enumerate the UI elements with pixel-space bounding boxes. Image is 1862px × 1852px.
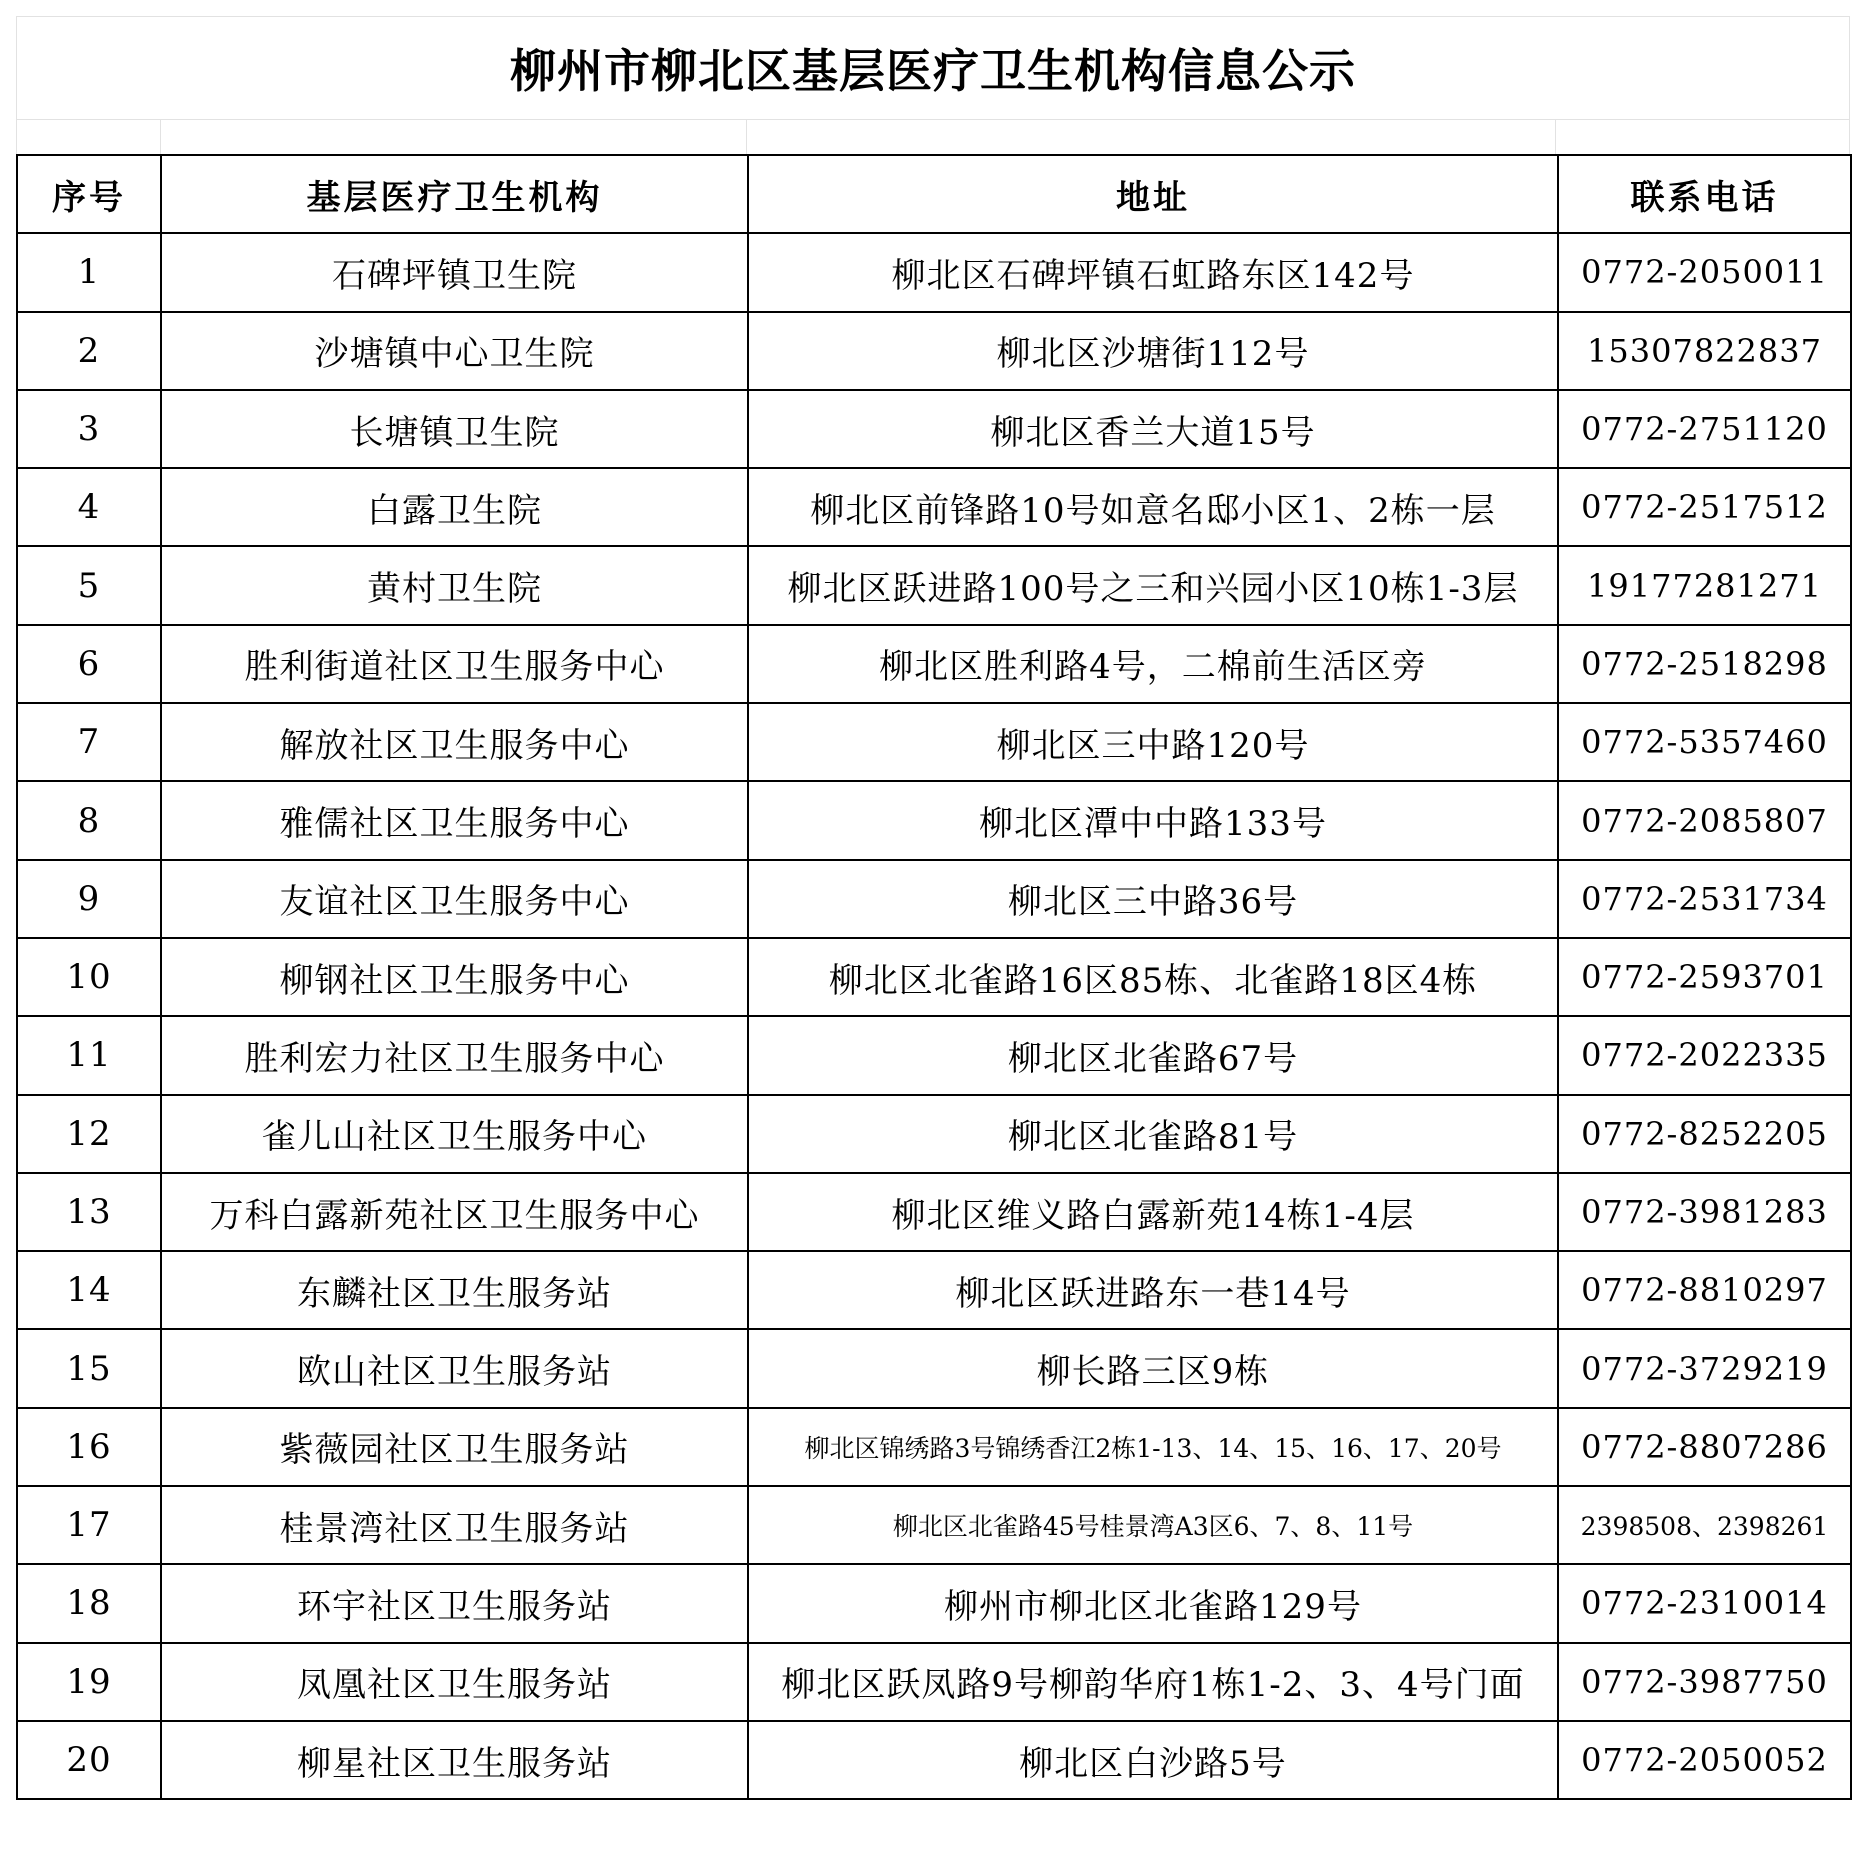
table-row <box>17 1643 1851 1721</box>
row-institution: 解放社区卫生服务中心 <box>161 703 748 781</box>
row-phone: 0772-2022335 <box>1558 1016 1851 1094</box>
row-address: 柳北区跃凤路9号柳韵华府1栋1-2、3、4号门面 <box>748 1643 1558 1721</box>
table-row <box>17 1016 1851 1094</box>
empty-row <box>16 120 1850 154</box>
row-institution: 雀儿山社区卫生服务中心 <box>161 1095 748 1173</box>
row-phone: 0772-2310014 <box>1558 1564 1851 1642</box>
row-index: 14 <box>17 1251 161 1329</box>
header-address: 地址 <box>748 155 1558 233</box>
row-address: 柳北区北雀路16区85栋、北雀路18区4栋 <box>748 938 1558 1016</box>
row-phone: 0772-8807286 <box>1558 1408 1851 1486</box>
row-address: 柳州市柳北区北雀路129号 <box>748 1564 1558 1642</box>
row-phone: 0772-2751120 <box>1558 390 1851 468</box>
table-row <box>17 1408 1851 1486</box>
row-index: 7 <box>17 703 161 781</box>
table-header-row <box>17 155 1851 233</box>
row-address: 柳北区前锋路10号如意名邸小区1、2栋一层 <box>748 468 1558 546</box>
table-row <box>17 546 1851 624</box>
row-phone: 0772-8810297 <box>1558 1251 1851 1329</box>
row-phone: 0772-2593701 <box>1558 938 1851 1016</box>
row-institution: 友谊社区卫生服务中心 <box>161 860 748 938</box>
header-index: 序号 <box>17 155 161 233</box>
table-row <box>17 233 1851 311</box>
row-index: 2 <box>17 312 161 390</box>
empty-cell <box>17 120 161 154</box>
row-index: 20 <box>17 1721 161 1799</box>
row-address: 柳北区北雀路45号桂景湾A3区6、7、8、11号 <box>748 1486 1558 1564</box>
row-address: 柳北区维义路白露新苑14栋1-4层 <box>748 1173 1558 1251</box>
row-phone: 0772-8252205 <box>1558 1095 1851 1173</box>
row-index: 15 <box>17 1329 161 1407</box>
row-index: 12 <box>17 1095 161 1173</box>
row-address: 柳北区锦绣路3号锦绣香江2栋1-13、14、15、16、17、20号 <box>748 1408 1558 1486</box>
row-institution: 欧山社区卫生服务站 <box>161 1329 748 1407</box>
row-phone: 0772-2050052 <box>1558 1721 1851 1799</box>
row-index: 13 <box>17 1173 161 1251</box>
row-institution: 长塘镇卫生院 <box>161 390 748 468</box>
table-row <box>17 312 1851 390</box>
row-phone: 0772-2085807 <box>1558 781 1851 859</box>
institution-table <box>16 154 1852 1800</box>
row-index: 9 <box>17 860 161 938</box>
row-phone: 0772-2518298 <box>1558 625 1851 703</box>
row-institution: 桂景湾社区卫生服务站 <box>161 1486 748 1564</box>
row-phone: 0772-2531734 <box>1558 860 1851 938</box>
row-institution: 沙塘镇中心卫生院 <box>161 312 748 390</box>
row-address: 柳北区三中路36号 <box>748 860 1558 938</box>
row-phone: 15307822837 <box>1558 312 1851 390</box>
row-institution: 黄村卫生院 <box>161 546 748 624</box>
row-institution: 环宇社区卫生服务站 <box>161 1564 748 1642</box>
row-index: 5 <box>17 546 161 624</box>
row-index: 17 <box>17 1486 161 1564</box>
row-institution: 柳钢社区卫生服务中心 <box>161 938 748 1016</box>
table-row <box>17 1251 1851 1329</box>
empty-cell <box>1556 120 1849 154</box>
row-institution: 胜利街道社区卫生服务中心 <box>161 625 748 703</box>
row-institution: 凤凰社区卫生服务站 <box>161 1643 748 1721</box>
table-row <box>17 390 1851 468</box>
row-address: 柳北区北雀路67号 <box>748 1016 1558 1094</box>
row-address: 柳北区白沙路5号 <box>748 1721 1558 1799</box>
title-cell <box>16 16 1850 120</box>
table-row <box>17 1329 1851 1407</box>
row-institution: 万科白露新苑社区卫生服务中心 <box>161 1173 748 1251</box>
row-address: 柳北区三中路120号 <box>748 703 1558 781</box>
empty-cell <box>747 120 1556 154</box>
row-institution: 胜利宏力社区卫生服务中心 <box>161 1016 748 1094</box>
row-phone: 0772-2050011 <box>1558 233 1851 311</box>
row-phone: 0772-3729219 <box>1558 1329 1851 1407</box>
row-address: 柳北区胜利路4号，二棉前生活区旁 <box>748 625 1558 703</box>
table-row <box>17 703 1851 781</box>
row-address: 柳北区香兰大道15号 <box>748 390 1558 468</box>
header-institution: 基层医疗卫生机构 <box>161 155 748 233</box>
table-row <box>17 1721 1851 1799</box>
empty-cell <box>161 120 747 154</box>
table-row <box>17 468 1851 546</box>
row-institution: 柳星社区卫生服务站 <box>161 1721 748 1799</box>
row-address: 柳北区石碑坪镇石虹路东区142号 <box>748 233 1558 311</box>
row-address: 柳北区沙塘街112号 <box>748 312 1558 390</box>
row-phone: 0772-2517512 <box>1558 468 1851 546</box>
row-index: 19 <box>17 1643 161 1721</box>
table-row <box>17 781 1851 859</box>
row-index: 1 <box>17 233 161 311</box>
header-phone: 联系电话 <box>1558 155 1851 233</box>
table-row <box>17 1564 1851 1642</box>
row-index: 3 <box>17 390 161 468</box>
row-phone: 19177281271 <box>1558 546 1851 624</box>
row-index: 8 <box>17 781 161 859</box>
row-phone: 0772-3987750 <box>1558 1643 1851 1721</box>
row-address: 柳北区北雀路81号 <box>748 1095 1558 1173</box>
row-index: 16 <box>17 1408 161 1486</box>
page-title: 柳州市柳北区基层医疗卫生机构信息公示 <box>510 44 1356 98</box>
table-row <box>17 1173 1851 1251</box>
row-institution: 东麟社区卫生服务站 <box>161 1251 748 1329</box>
row-address: 柳北区跃进路100号之三和兴园小区10栋1-3层 <box>748 546 1558 624</box>
row-address: 柳长路三区9栋 <box>748 1329 1558 1407</box>
row-address: 柳北区潭中中路133号 <box>748 781 1558 859</box>
row-institution: 石碑坪镇卫生院 <box>161 233 748 311</box>
table-row <box>17 1486 1851 1564</box>
table-row <box>17 860 1851 938</box>
table-row <box>17 938 1851 1016</box>
spreadsheet <box>16 16 1850 1800</box>
table-row <box>17 625 1851 703</box>
row-index: 10 <box>17 938 161 1016</box>
row-institution: 白露卫生院 <box>161 468 748 546</box>
row-index: 4 <box>17 468 161 546</box>
row-institution: 紫薇园社区卫生服务站 <box>161 1408 748 1486</box>
row-phone: 0772-3981283 <box>1558 1173 1851 1251</box>
table-row <box>17 1095 1851 1173</box>
row-index: 18 <box>17 1564 161 1642</box>
row-address: 柳北区跃进路东一巷14号 <box>748 1251 1558 1329</box>
row-phone: 0772-5357460 <box>1558 703 1851 781</box>
row-institution: 雅儒社区卫生服务中心 <box>161 781 748 859</box>
row-index: 6 <box>17 625 161 703</box>
row-index: 11 <box>17 1016 161 1094</box>
row-phone: 2398508、2398261 <box>1558 1486 1851 1564</box>
